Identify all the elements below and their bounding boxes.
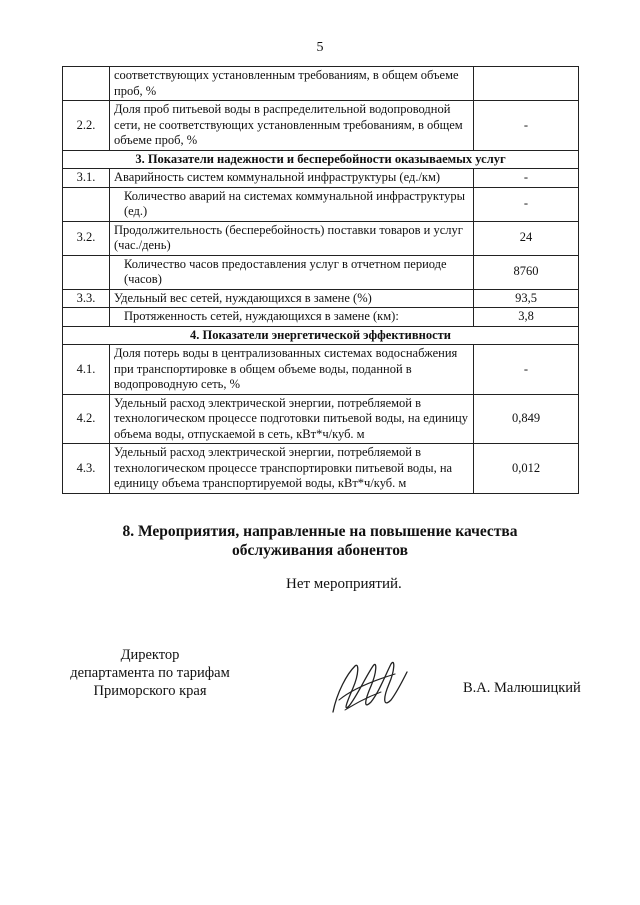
indicator-name: Удельный расход электрической энергии, потребляемой в технологическом процессе транспортировки питьевой воды, на единицу объема транспортируемой воды, кВт*ч/куб. м bbox=[110, 444, 474, 494]
indicator-value: - bbox=[474, 101, 579, 151]
position-line3: Приморского края bbox=[93, 683, 207, 699]
table-row bbox=[63, 345, 579, 395]
signatory-position bbox=[60, 646, 240, 700]
section-8-title-line1: 8. Мероприятия, направленные на повышение качества bbox=[122, 523, 518, 540]
no-measures-text: Нет мероприятий. bbox=[286, 576, 402, 592]
row-number: 3.3. bbox=[63, 289, 110, 308]
table-row bbox=[63, 308, 579, 327]
indicator-name: Удельный вес сетей, нуждающихся в замене (%) bbox=[110, 289, 474, 308]
row-number: 3.1. bbox=[63, 169, 110, 188]
indicator-value: - bbox=[474, 345, 579, 395]
table-row bbox=[63, 221, 579, 255]
table-row bbox=[63, 289, 579, 308]
section-title: 3. Показатели надежности и бесперебойности оказываемых услуг bbox=[63, 150, 579, 169]
row-number bbox=[63, 67, 110, 101]
table-row bbox=[63, 255, 579, 289]
table-row bbox=[63, 444, 579, 494]
indicators-table bbox=[62, 66, 579, 494]
row-number: 4.2. bbox=[63, 394, 110, 444]
indicator-value: 93,5 bbox=[474, 289, 579, 308]
indicator-value: 3,8 bbox=[474, 308, 579, 327]
row-number: 2.2. bbox=[63, 101, 110, 151]
row-number bbox=[63, 308, 110, 327]
indicators-table-body bbox=[63, 67, 579, 494]
position-line2: департамента по тарифам bbox=[70, 665, 230, 681]
indicator-name: соответствующих установленным требованиям, в общем объеме проб, % bbox=[110, 67, 474, 101]
row-number: 3.2. bbox=[63, 221, 110, 255]
section-8-heading bbox=[0, 522, 640, 560]
indicator-name: Протяженность сетей, нуждающихся в замене (км): bbox=[110, 308, 474, 327]
section-8-title-line2: обслуживания абонентов bbox=[232, 542, 408, 559]
indicator-name: Количество часов предоставления услуг в отчетном периоде (часов) bbox=[110, 255, 474, 289]
indicator-name: Доля потерь воды в централизованных системах водоснабжения при транспортировке в общем объеме воды, поданной в водопроводную сеть, % bbox=[110, 345, 474, 395]
table-row bbox=[63, 394, 579, 444]
indicator-name: Количество аварий на системах коммунальной инфраструктуры (ед.) bbox=[110, 187, 474, 221]
table-row bbox=[63, 67, 579, 101]
indicator-name: Удельный расход электрической энергии, потребляемой в технологическом процессе подготовки питьевой воды, на единицу объема воды, отпускаемой в сеть, кВт*ч/куб. м bbox=[110, 394, 474, 444]
indicator-value: 24 bbox=[474, 221, 579, 255]
table-row bbox=[63, 169, 579, 188]
row-number bbox=[63, 255, 110, 289]
section-title: 4. Показатели энергетической эффективности bbox=[63, 326, 579, 345]
indicator-value: 8760 bbox=[474, 255, 579, 289]
table-section-row bbox=[63, 150, 579, 169]
indicator-name: Доля проб питьевой воды в распределительной водопроводной сети, не соответствующих установленным требованиям, в общем объеме проб, % bbox=[110, 101, 474, 151]
row-number: 4.1. bbox=[63, 345, 110, 395]
table-section-row bbox=[63, 326, 579, 345]
table-row bbox=[63, 101, 579, 151]
indicator-value: 0,849 bbox=[474, 394, 579, 444]
signatory-name: В.А. Малюшицкий bbox=[463, 680, 581, 696]
indicator-value: - bbox=[474, 187, 579, 221]
indicator-name: Продолжительность (бесперебойность) поставки товаров и услуг (час./день) bbox=[110, 221, 474, 255]
row-number: 4.3. bbox=[63, 444, 110, 494]
page-number: 5 bbox=[316, 40, 324, 55]
indicator-value: - bbox=[474, 169, 579, 188]
row-number bbox=[63, 187, 110, 221]
table-row bbox=[63, 187, 579, 221]
indicator-name: Аварийность систем коммунальной инфраструктуры (ед./км) bbox=[110, 169, 474, 188]
indicator-value bbox=[474, 67, 579, 101]
position-line1: Директор bbox=[120, 647, 180, 663]
handwritten-signature-icon bbox=[325, 652, 410, 722]
indicator-value: 0,012 bbox=[474, 444, 579, 494]
